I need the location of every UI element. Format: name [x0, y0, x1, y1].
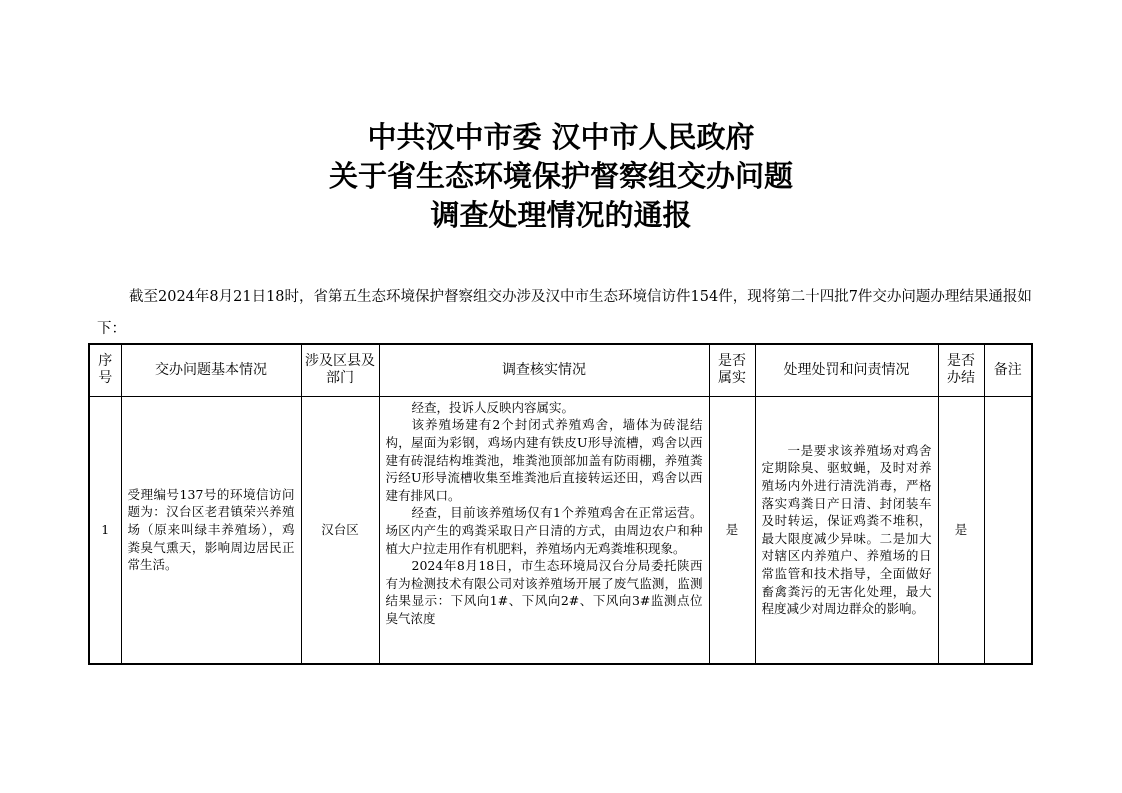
cell-district: 汉台区	[301, 396, 379, 664]
investigation-paragraph: 2024年8月18日，市生态环境局汉台分局委托陕西有为检测技术有限公司对该养殖场开展了废气监测，监测结果显示：下风向1#、下风向2#、下风向3#监测点位臭气浓度	[385, 558, 703, 626]
header-handling: 处理处罚和问责情况	[755, 344, 938, 396]
report-table	[88, 343, 1033, 665]
cell-investigation	[379, 396, 709, 664]
cell-seq: 1	[89, 396, 121, 664]
intro-paragraph: 截至2024年8月21日18时，省第五生态环境保护督察组交办涉及汉中市生态环境信访件154件，现将第二十四批7件交办问题办理结果通报如下：	[97, 289, 1032, 337]
investigation-content	[386, 399, 703, 661]
header-remarks: 备注	[984, 344, 1032, 396]
investigation-paragraph: 经查，投诉人反映内容属实。	[411, 399, 575, 415]
title-line-3: 调查处理情况的通报	[430, 198, 692, 232]
investigation-paragraph: 经查，目前该养殖场仅有1个养殖鸡舍在正常运营。场区内产生的鸡粪采取日产日清的方式，由周边农户和种植大户拉走用作有机肥料，养殖场内无鸡粪堆积现象。	[385, 505, 703, 556]
cell-handling	[755, 396, 938, 664]
title-line-1: 中共汉中市委 汉中市人民政府	[367, 120, 755, 154]
title-line-2: 关于省生态环境保护督察组交办问题	[328, 159, 793, 193]
cell-remarks	[984, 396, 1032, 664]
cell-basic: 受理编号137号的环境信访问题为：汉台区老君镇荣兴养殖场（原来叫绿丰养殖场），鸡粪臭气熏天，影响周边居民正常生活。	[121, 396, 301, 664]
investigation-paragraph: 该养殖场建有2个封闭式养殖鸡舍，墙体为砖混结构，屋面为彩钢，鸡场内建有铁皮U形导流槽，鸡舍以西建有砖混结构堆粪池，堆粪池顶部加盖有防雨棚，养殖粪污经U形导流槽收集至堆粪池后直接转运还田，鸡舍以西建有排风口。	[385, 417, 703, 503]
cell-verified: 是	[709, 396, 755, 664]
header-basic: 交办问题基本情况	[121, 344, 301, 396]
header-seq: 序号	[89, 344, 121, 396]
table-header-row	[89, 344, 1032, 396]
header-verified: 是否属实	[709, 344, 755, 396]
document-title	[0, 118, 1122, 235]
handling-paragraph: 一是要求该养殖场对鸡舍定期除臭、驱蚊蝇，及时对养殖场内外进行清洗消毒，严格落实鸡粪日产日清、封闭装车及时转运，保证鸡粪不堆积，最大限度减少异味。二是加大对辖区内养殖户、养殖场的日常监管和技术指导，全面做好畜禽粪污的无害化处理，最大程度减少对周边群众的影响。	[761, 442, 932, 617]
table-row	[89, 396, 1032, 664]
header-district: 涉及区县及部门	[301, 344, 379, 396]
header-investigation: 调查核实情况	[379, 344, 709, 396]
header-concluded: 是否办结	[938, 344, 984, 396]
intro-section	[97, 281, 1032, 345]
cell-concluded: 是	[938, 396, 984, 664]
